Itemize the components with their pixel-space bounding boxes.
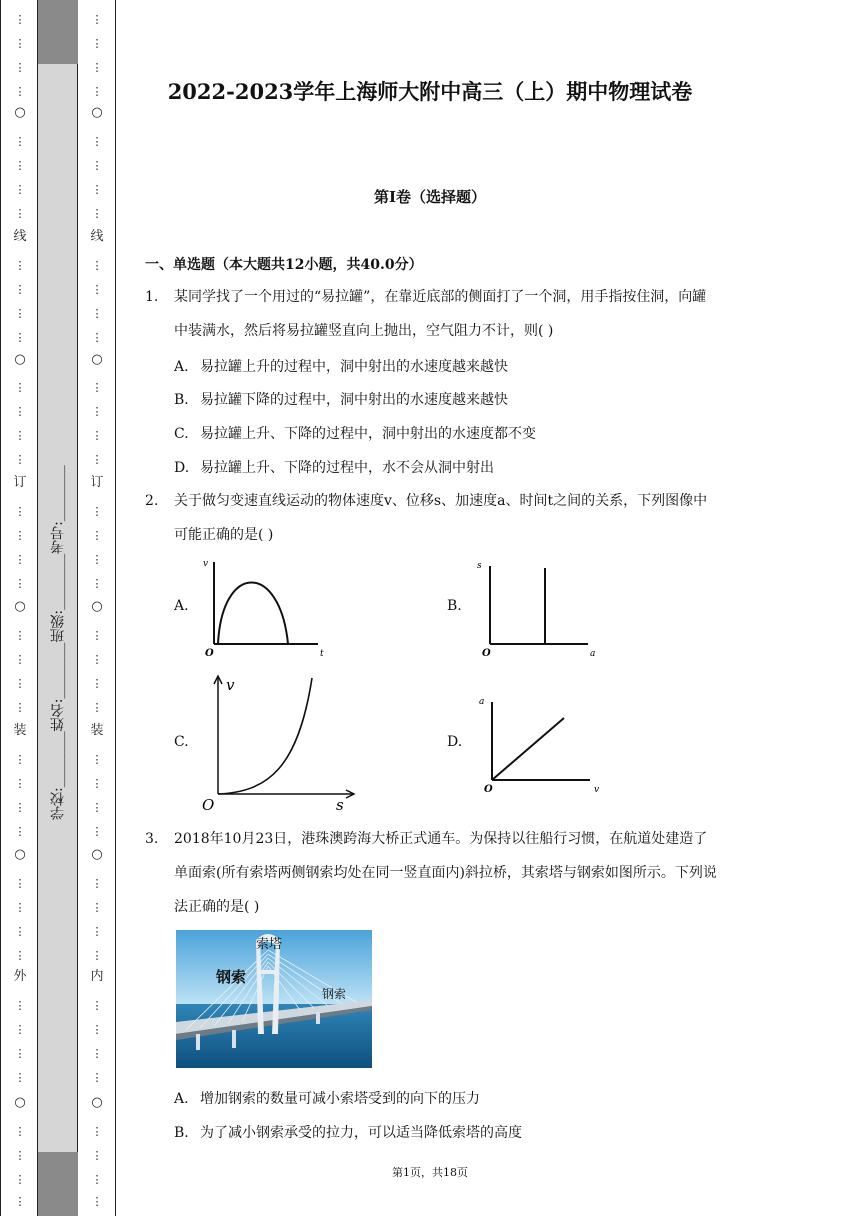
part-title: 第I卷（选择题） <box>373 188 487 206</box>
label-tower: 索塔 <box>256 937 283 952</box>
question-3 <box>145 822 720 924</box>
origin-label: O <box>205 648 214 659</box>
origin-label: O <box>482 648 491 659</box>
inner-bind-mark: 订 <box>90 475 104 490</box>
y-axis-label: a <box>479 697 485 707</box>
label-cable-left: 钢索 <box>216 968 247 986</box>
inner-circle-mark: ○ <box>91 352 103 367</box>
student-info-fields: 学校:________姓名:________班级:________考号:________ <box>50 465 66 820</box>
section-title: 一、单选题（本大题共12小题，共40.0分） <box>145 257 423 273</box>
q2-option-d-label[interactable]: D. <box>447 734 463 750</box>
option-text: 易拉罐上升、下降的过程中，水不会从洞中射出 <box>200 460 494 476</box>
question-text: 2018年10月23日，港珠澳跨海大桥正式通车。为保持以往船行习惯，在航道处建造了单面索(所有索塔两侧钢索均处在同一竖直面内)斜拉桥，其索塔与钢索如图所示。下列说法正确的是( ) <box>174 831 717 915</box>
q1-option-d[interactable] <box>174 457 494 477</box>
question-text: 关于做匀变速直线运动的物体速度v、位移s、加速度a、时间t之间的关系，下列图像中可能正确的是( ) <box>174 493 708 543</box>
q2-option-c-label[interactable]: C. <box>174 734 189 750</box>
q3-option-a[interactable] <box>174 1088 480 1108</box>
outer-circle-mark: ○ <box>14 105 26 120</box>
outer-seal-mark: 装 <box>13 723 27 738</box>
question-1 <box>145 280 720 350</box>
option-label: C. <box>174 426 189 442</box>
outer-bind-mark: 订 <box>13 475 27 490</box>
option-label: D. <box>174 460 190 476</box>
q2-option-a-label[interactable]: A. <box>174 598 189 614</box>
q1-option-c[interactable] <box>174 423 536 443</box>
option-text: 易拉罐上升、下降的过程中，洞中射出的水速度都不变 <box>200 426 536 442</box>
info-band-bottom-cap <box>38 1152 78 1216</box>
q2-option-b-label[interactable]: B. <box>447 598 462 614</box>
inner-seal-mark: 装 <box>90 723 104 738</box>
option-text: 易拉罐下降的过程中，洞中射出的水速度越来越快 <box>200 392 508 408</box>
inner-circle-mark: ○ <box>91 847 103 862</box>
binding-margin-inner: ⋮ ⋮ ⋮ ⋮ ○ ⋮ ⋮ ⋮ ⋮ 线 ⋮ ⋮ ⋮ ⋮ ○ ⋮ ⋮ ⋮ ⋮ 订 ⋮ ⋮ ⋮ ⋮ ○ ⋮ ⋮ ⋮ ⋮ 装 ⋮ ⋮ ⋮ ⋮ ○ ⋮ ⋮ ⋮ ⋮ 内 ⋮ ⋮ ⋮ ⋮ ○ ⋮ ⋮ ⋮ ⋮ <box>78 0 116 1216</box>
q1-option-a[interactable] <box>174 356 508 376</box>
bridge-photo <box>176 930 372 1068</box>
question-2 <box>145 484 720 554</box>
option-label: A. <box>174 359 189 375</box>
inner-line-mark: 线 <box>90 229 104 244</box>
x-axis-label: a <box>590 649 596 659</box>
q2-graph-c <box>198 670 368 812</box>
info-band-top-cap <box>38 0 78 64</box>
question-number: 3. <box>145 831 159 847</box>
inner-circle-mark: ○ <box>91 105 103 120</box>
outer-side-mark: 外 <box>13 969 27 984</box>
q2-graph-a <box>200 552 340 662</box>
question-number: 1. <box>145 289 159 305</box>
option-label: B. <box>174 392 189 408</box>
binding-margin-outer: ⋮ ⋮ ⋮ ⋮ ○ ⋮ ⋮ ⋮ ⋮ 线 ⋮ ⋮ ⋮ ⋮ ○ ⋮ ⋮ ⋮ ⋮ 订 ⋮ ⋮ ⋮ ⋮ ○ ⋮ ⋮ ⋮ ⋮ 装 ⋮ ⋮ ⋮ ⋮ ○ ⋮ ⋮ ⋮ ⋮ 外 ⋮ ⋮ ⋮ ⋮ ○ ⋮ ⋮ ⋮ ⋮ <box>0 0 38 1216</box>
q2-graph-b <box>474 552 614 662</box>
q3-option-b[interactable] <box>174 1122 522 1142</box>
option-text: 易拉罐上升的过程中，洞中射出的水速度越来越快 <box>200 359 508 375</box>
label-cable-right: 钢索 <box>322 987 347 1001</box>
outer-circle-mark: ○ <box>14 847 26 862</box>
outer-line-mark: 线 <box>13 229 27 244</box>
question-text: 某同学找了一个用过的“易拉罐”，在靠近底部的侧面打了一个洞，用手指按住洞，向罐中装满水，然后将易拉罐竖直向上抛出，空气阻力不计，则( ) <box>174 289 707 339</box>
x-axis-label: v <box>594 785 600 795</box>
y-axis-label: v <box>203 559 209 569</box>
page-footer: 第1页，共18页 <box>392 1166 468 1179</box>
y-axis-label: v <box>226 676 235 694</box>
x-axis-label: s <box>336 796 344 812</box>
q2-graph-d <box>474 688 614 798</box>
inner-circle-mark: ○ <box>91 599 103 614</box>
option-text: 增加钢索的数量可减小索塔受到的向下的压力 <box>200 1091 480 1107</box>
origin-label: O <box>484 784 493 795</box>
option-label: B. <box>174 1125 189 1141</box>
option-text: 为了减小钢索承受的拉力，可以适当降低索塔的高度 <box>200 1125 522 1141</box>
inner-circle-mark: ○ <box>91 1095 103 1110</box>
question-number: 2. <box>145 493 159 509</box>
outer-circle-mark: ○ <box>14 1095 26 1110</box>
option-label: A. <box>174 1091 189 1107</box>
x-axis-label: t <box>320 649 324 659</box>
y-axis-label: s <box>477 561 482 571</box>
origin-label: O <box>202 796 215 812</box>
exam-title: 2022-2023学年上海师大附中高三（上）期中物理试卷 <box>167 79 693 104</box>
q1-option-b[interactable] <box>174 389 508 409</box>
outer-circle-mark: ○ <box>14 352 26 367</box>
outer-circle-mark: ○ <box>14 599 26 614</box>
inner-side-mark: 内 <box>90 969 104 984</box>
